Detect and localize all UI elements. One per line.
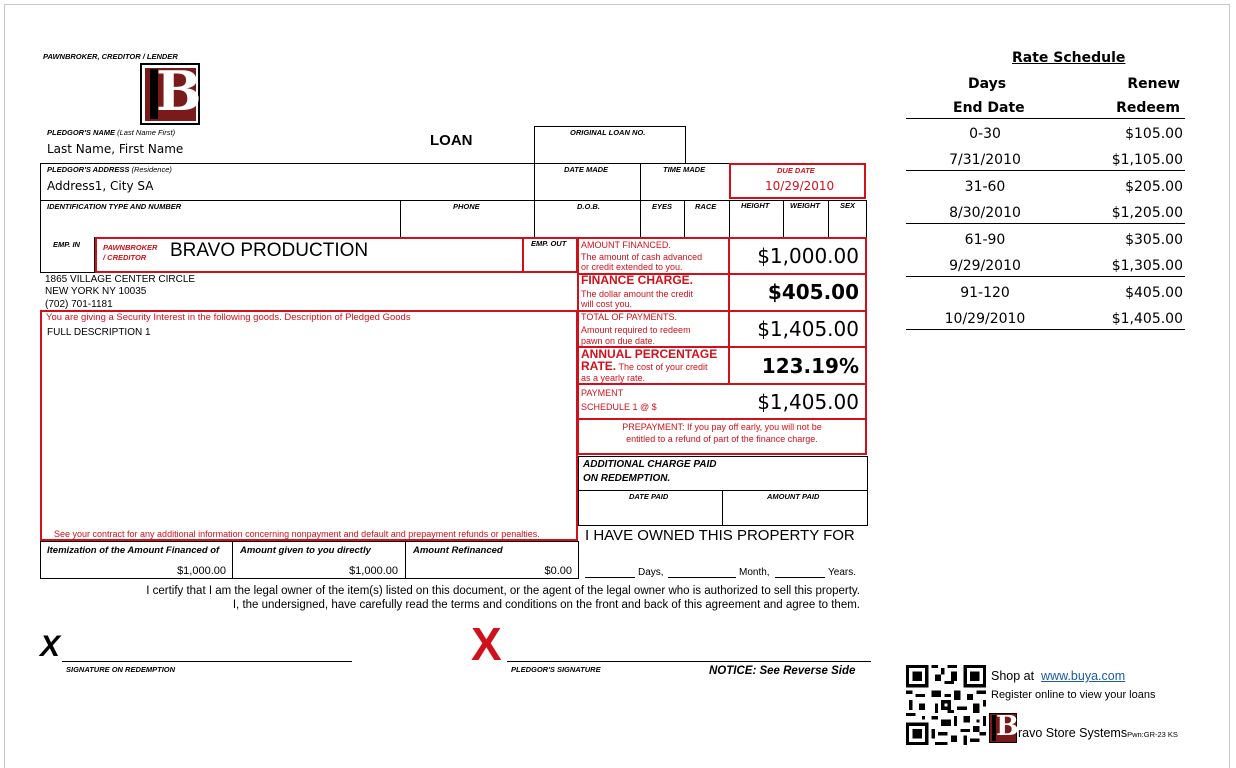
pledgor-address-label: PLEDGOR'S ADDRESS (Residence) bbox=[47, 165, 172, 174]
total-payments-title: TOTAL OF PAYMENTS. bbox=[581, 312, 678, 322]
total-payments-value: $1,405.00 bbox=[757, 317, 859, 341]
height-label: HEIGHT bbox=[741, 201, 770, 210]
finance-charge-desc1: The dollar amount the credit bbox=[581, 289, 694, 299]
shop-line: Shop at www.buya.com bbox=[991, 669, 1126, 683]
date-made-label: DATE MADE bbox=[564, 165, 609, 174]
eyes-label: EYES bbox=[652, 202, 673, 211]
amount-given-value: $1,000.00 bbox=[349, 565, 398, 577]
prepayment-line1: PREPAYMENT: If you pay off early, you will not be bbox=[622, 422, 822, 432]
years-label: Years. bbox=[828, 567, 856, 578]
grid-line bbox=[232, 541, 233, 579]
rate-header-end-date: End Date bbox=[953, 100, 1025, 116]
pawnbroker-label-line2: / CREDITOR bbox=[103, 253, 147, 262]
finance-charge-title: FINANCE CHARGE. bbox=[581, 273, 694, 287]
amount-financed-value: $1,000.00 bbox=[757, 244, 859, 268]
itemization-label: Itemization of the Amount Financed of bbox=[47, 545, 220, 556]
brand-logo bbox=[989, 713, 1017, 743]
finance-charge-desc2: will cost you. bbox=[581, 299, 633, 309]
contract-notice: See your contract for any additional information concerning nonpayment and default and prepayment refunds or penalties. bbox=[54, 529, 540, 539]
rate-days: 91-120 bbox=[960, 285, 1010, 301]
amount-given-label: Amount given to you directly bbox=[240, 545, 371, 556]
itemization-value: $1,000.00 bbox=[177, 565, 226, 577]
total-payments-desc1: Amount required to redeem bbox=[581, 325, 691, 335]
grid-line bbox=[828, 200, 829, 237]
rate-header-redeem: Redeem bbox=[1116, 100, 1180, 116]
rate-renew: $405.00 bbox=[1125, 285, 1183, 301]
apr-title-line1: ANNUAL PERCENTAGE bbox=[581, 347, 718, 361]
redemption-signature-line[interactable] bbox=[62, 661, 352, 662]
amount-financed-desc1: The amount of cash advanced bbox=[581, 252, 703, 262]
pawnbroker-address-line1: 1865 VILLAGE CENTER CIRCLE bbox=[45, 274, 196, 285]
time-made-label: TIME MADE bbox=[663, 165, 706, 174]
rate-header-renew: Renew bbox=[1127, 76, 1180, 92]
days-blank bbox=[585, 577, 635, 578]
emp-out-label: EMP. OUT bbox=[531, 239, 567, 248]
rate-days: 31-60 bbox=[964, 179, 1006, 195]
pledgor-x-mark: X bbox=[471, 618, 502, 670]
apr-value: 123.19% bbox=[761, 354, 859, 378]
rate-end-date: 8/30/2010 bbox=[949, 205, 1021, 221]
certification-line1: I certify that I am the legal owner of the item(s) listed on this document, or the agent of the legal owner who is authorized to sell this property. bbox=[146, 585, 860, 597]
grid-line bbox=[405, 541, 406, 579]
loan-title: LOAN bbox=[430, 132, 473, 149]
rate-divider bbox=[906, 170, 1185, 171]
rate-end-date: 7/31/2010 bbox=[949, 152, 1021, 168]
apr-desc2: as a yearly rate. bbox=[581, 373, 646, 383]
pawnbroker-address-line2: NEW YORK NY 10035 bbox=[45, 286, 147, 297]
redemption-signature-label: SIGNATURE ON REDEMPTION bbox=[66, 665, 176, 674]
rate-days: 0-30 bbox=[969, 126, 1001, 142]
logo-letter: B bbox=[156, 59, 202, 123]
amount-financed-desc2: or credit extended to you. bbox=[581, 262, 683, 272]
grid-line bbox=[578, 490, 868, 491]
years-blank bbox=[775, 577, 825, 578]
grid-line bbox=[783, 200, 784, 237]
rate-divider bbox=[906, 329, 1185, 330]
rate-renew: $105.00 bbox=[1125, 126, 1183, 142]
ownership-title: I HAVE OWNED THIS PROPERTY FOR bbox=[585, 527, 855, 544]
goods-description: FULL DESCRIPTION 1 bbox=[47, 327, 151, 338]
rate-renew: $205.00 bbox=[1125, 179, 1183, 195]
rate-schedule-title: Rate Schedule bbox=[1012, 50, 1126, 66]
additional-charge-title1: ADDITIONAL CHARGE PAID bbox=[583, 459, 717, 470]
apr-title-line2: RATE. The cost of your credit bbox=[581, 359, 708, 373]
security-interest-notice: You are giving a Security Interest in the following goods. Description of Pledged Goods bbox=[46, 312, 411, 323]
month-blank bbox=[668, 577, 736, 578]
date-paid-label: DATE PAID bbox=[629, 492, 669, 501]
race-label: RACE bbox=[695, 202, 717, 211]
register-text: Register online to view your loans bbox=[991, 689, 1156, 701]
payment-title: PAYMENT bbox=[581, 388, 624, 398]
lender-logo bbox=[140, 59, 202, 125]
disclosure-divider bbox=[577, 418, 867, 420]
rate-redeem: $1,305.00 bbox=[1111, 258, 1183, 274]
rate-end-date: 9/29/2010 bbox=[949, 258, 1021, 274]
lender-label: PAWNBROKER, CREDITOR / LENDER bbox=[43, 52, 178, 61]
brand-name: ravo Store SystemsPwn:GR-23 KS bbox=[1018, 726, 1178, 740]
due-date-value: 10/29/2010 bbox=[765, 179, 835, 193]
grid-line bbox=[40, 163, 729, 164]
reverse-side-notice: NOTICE: See Reverse Side bbox=[709, 665, 856, 677]
grid-line bbox=[722, 490, 723, 526]
pledgor-signature-line[interactable] bbox=[507, 661, 871, 662]
dob-label: D.O.B. bbox=[577, 202, 600, 211]
amount-refinanced-label: Amount Refinanced bbox=[413, 545, 503, 556]
emp-in-label: EMP. IN bbox=[53, 240, 80, 249]
pledgor-name-label: PLEDGOR'S NAME (Last Name First) bbox=[47, 128, 176, 137]
additional-charge-title2: ON REDEMPTION. bbox=[583, 473, 671, 484]
pledgor-name-value: Last Name, First Name bbox=[47, 142, 184, 156]
rate-divider bbox=[906, 223, 1185, 224]
pawnbroker-name: BRAVO PRODUCTION bbox=[170, 240, 369, 261]
due-date-label: DUE DATE bbox=[777, 166, 815, 175]
amount-paid-label: AMOUNT PAID bbox=[767, 492, 820, 501]
sex-label: SEX bbox=[840, 201, 856, 210]
month-label: Month, bbox=[739, 567, 770, 578]
shop-link[interactable]: www.buya.com bbox=[1041, 669, 1126, 683]
rate-redeem: $1,205.00 bbox=[1111, 205, 1183, 221]
amount-refinanced-value: $0.00 bbox=[544, 565, 572, 577]
rate-renew: $305.00 bbox=[1125, 232, 1183, 248]
finance-charge-value: $405.00 bbox=[767, 280, 859, 304]
pledgor-address-value: Address1, City SA bbox=[47, 179, 154, 193]
pawnbroker-label-line1: PAWNBROKER bbox=[103, 243, 158, 252]
id-type-label: IDENTIFICATION TYPE AND NUMBER bbox=[47, 202, 182, 211]
certification-line2: I, the undersigned, have carefully read the terms and conditions on the front and back of this agreement and agree to them. bbox=[232, 599, 860, 611]
rate-days: 61-90 bbox=[964, 232, 1006, 248]
total-payments-desc2: pawn on due date. bbox=[581, 336, 656, 346]
original-loan-label: ORIGINAL LOAN NO. bbox=[570, 128, 646, 137]
rate-redeem: $1,105.00 bbox=[1111, 152, 1183, 168]
rate-divider bbox=[906, 118, 1185, 119]
grid-line bbox=[866, 200, 867, 237]
redemption-x-mark: X bbox=[40, 630, 61, 663]
rate-end-date: 10/29/2010 bbox=[944, 311, 1026, 327]
rate-redeem: $1,405.00 bbox=[1111, 311, 1183, 327]
grid-line bbox=[684, 200, 685, 237]
prepayment-line2: entitled to a refund of part of the finance charge. bbox=[626, 434, 818, 444]
rate-divider bbox=[906, 276, 1185, 277]
amount-financed-title: AMOUNT FINANCED. bbox=[581, 240, 671, 250]
grid-line bbox=[729, 200, 730, 237]
grid-line bbox=[400, 200, 401, 237]
rate-header-days: Days bbox=[968, 76, 1007, 92]
pawnbroker-phone: (702) 701-1181 bbox=[45, 299, 113, 310]
goods-box bbox=[40, 310, 578, 541]
payment-schedule: SCHEDULE 1 @ $ bbox=[581, 402, 657, 412]
pledgor-signature-label: PLEDGOR'S SIGNATURE bbox=[511, 665, 601, 674]
payment-value: $1,405.00 bbox=[757, 390, 859, 414]
days-label: Days, bbox=[638, 567, 664, 578]
phone-label: PHONE bbox=[453, 202, 480, 211]
weight-label: WEIGHT bbox=[790, 201, 820, 210]
brand-logo-letter: B bbox=[996, 711, 1019, 742]
qr-code-icon[interactable] bbox=[906, 665, 986, 745]
